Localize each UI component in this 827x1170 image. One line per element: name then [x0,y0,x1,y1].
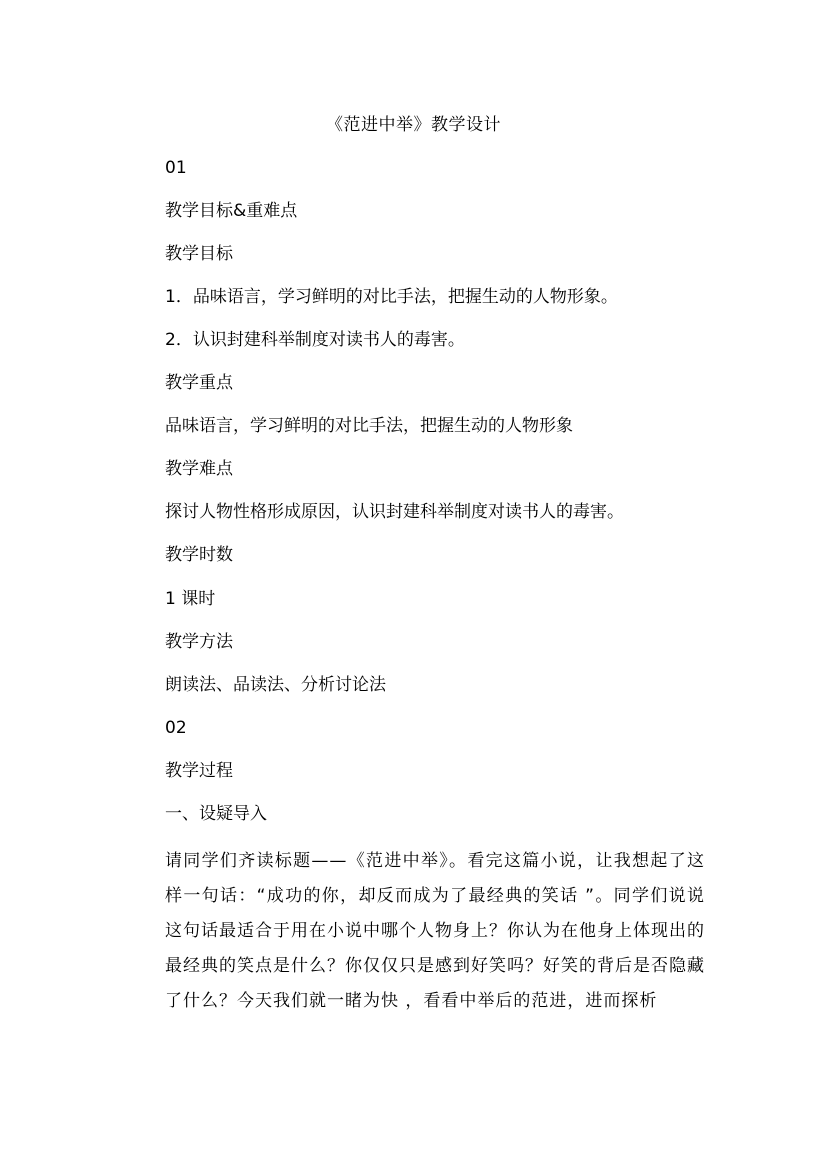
subheading-teaching-methods: 教学方法 [165,632,233,652]
key-points-text: 品味语言，学习鲜明的对比手法，把握生动的人物形象 [165,416,573,436]
goal-item-2: 2．认识封建科举制度对读书人的毒害。 [165,330,465,350]
section-number-02: 02 [165,718,187,738]
teaching-methods-text: 朗读法、品读法、分析讨论法 [165,675,386,695]
subheading-key-points: 教学重点 [165,373,233,393]
difficulties-text: 探讨人物性格形成原因，认识封建科举制度对读书人的毒害。 [165,502,624,522]
section-heading-objectives: 教学目标&重难点 [165,201,298,221]
intro-paragraph: 请同学们齐读标题——《范进中举》。看完这篇小说，让我想起了这样一句话：“成功的你，却反而成为了最经典的笑话 ”。同学们说说这句话最适合于用在小说中哪个人物身上？你认为在他身上体现出的最经典的笑点是什么？你仅仅只是感到好笑吗？好笑的背后是否隐藏了什么？今天我们就一睹为快 ，看看中举后的范进，进而探析 [165,851,705,1011]
goal-item-1: 1．品味语言，学习鲜明的对比手法，把握生动的人物形象。 [165,287,618,307]
section-heading-process: 教学过程 [165,761,233,781]
class-hours-text: 1 课时 [165,589,216,609]
subheading-class-hours: 教学时数 [165,545,233,565]
document-title: 《范进中举》教学设计 [326,115,501,135]
step-heading-intro: 一、设疑导入 [165,804,267,824]
subheading-difficulties: 教学难点 [165,459,233,479]
section-number-01: 01 [165,158,187,178]
subheading-teaching-goals: 教学目标 [165,244,233,264]
